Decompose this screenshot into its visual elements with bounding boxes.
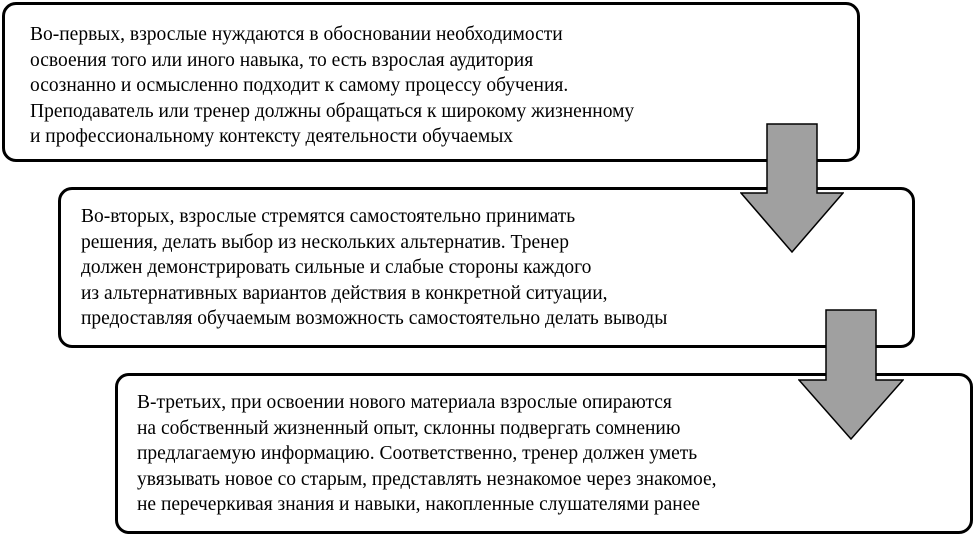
down-arrow-icon [798,309,904,440]
step-box-first [2,2,860,162]
down-arrow-shape [799,310,903,439]
step-text-first: Во-первых, взрослые нуждаются в обосновании необходимости освоения того или иного навыка, то есть взрослая аудитория осознанно и осмысленно подходит к самому процессу обучения. Преподаватель или тренер должны обращаться к широкому жизненному и профессиональному контексту деятельности обучаемых [30,24,635,147]
down-arrow-icon [740,123,844,253]
step-text-second: Во-вторых, взрослые стремятся самостоятельно принимать решения, делать выбор из нескольких альтернатив. Тренер должен демонстрировать сильные и слабые стороны каждого из альтернативных вариантов действия в конкретной ситуации, предоставляя обучаемым возможность самостоятельно делать выводы [81,206,668,329]
down-arrow-shape [741,124,843,252]
step-text-third: В-третьих, при освоении нового материала взрослые опираются на собственный жизненный опыт, склонны подвергать сомнению предлагаемую информацию. Соответственно, тренер должен уметь увязывать новое со старым, представлять незнакомое через знакомое, не перечеркивая знания и навыки, накопленные слушателями ранее [137,392,717,515]
